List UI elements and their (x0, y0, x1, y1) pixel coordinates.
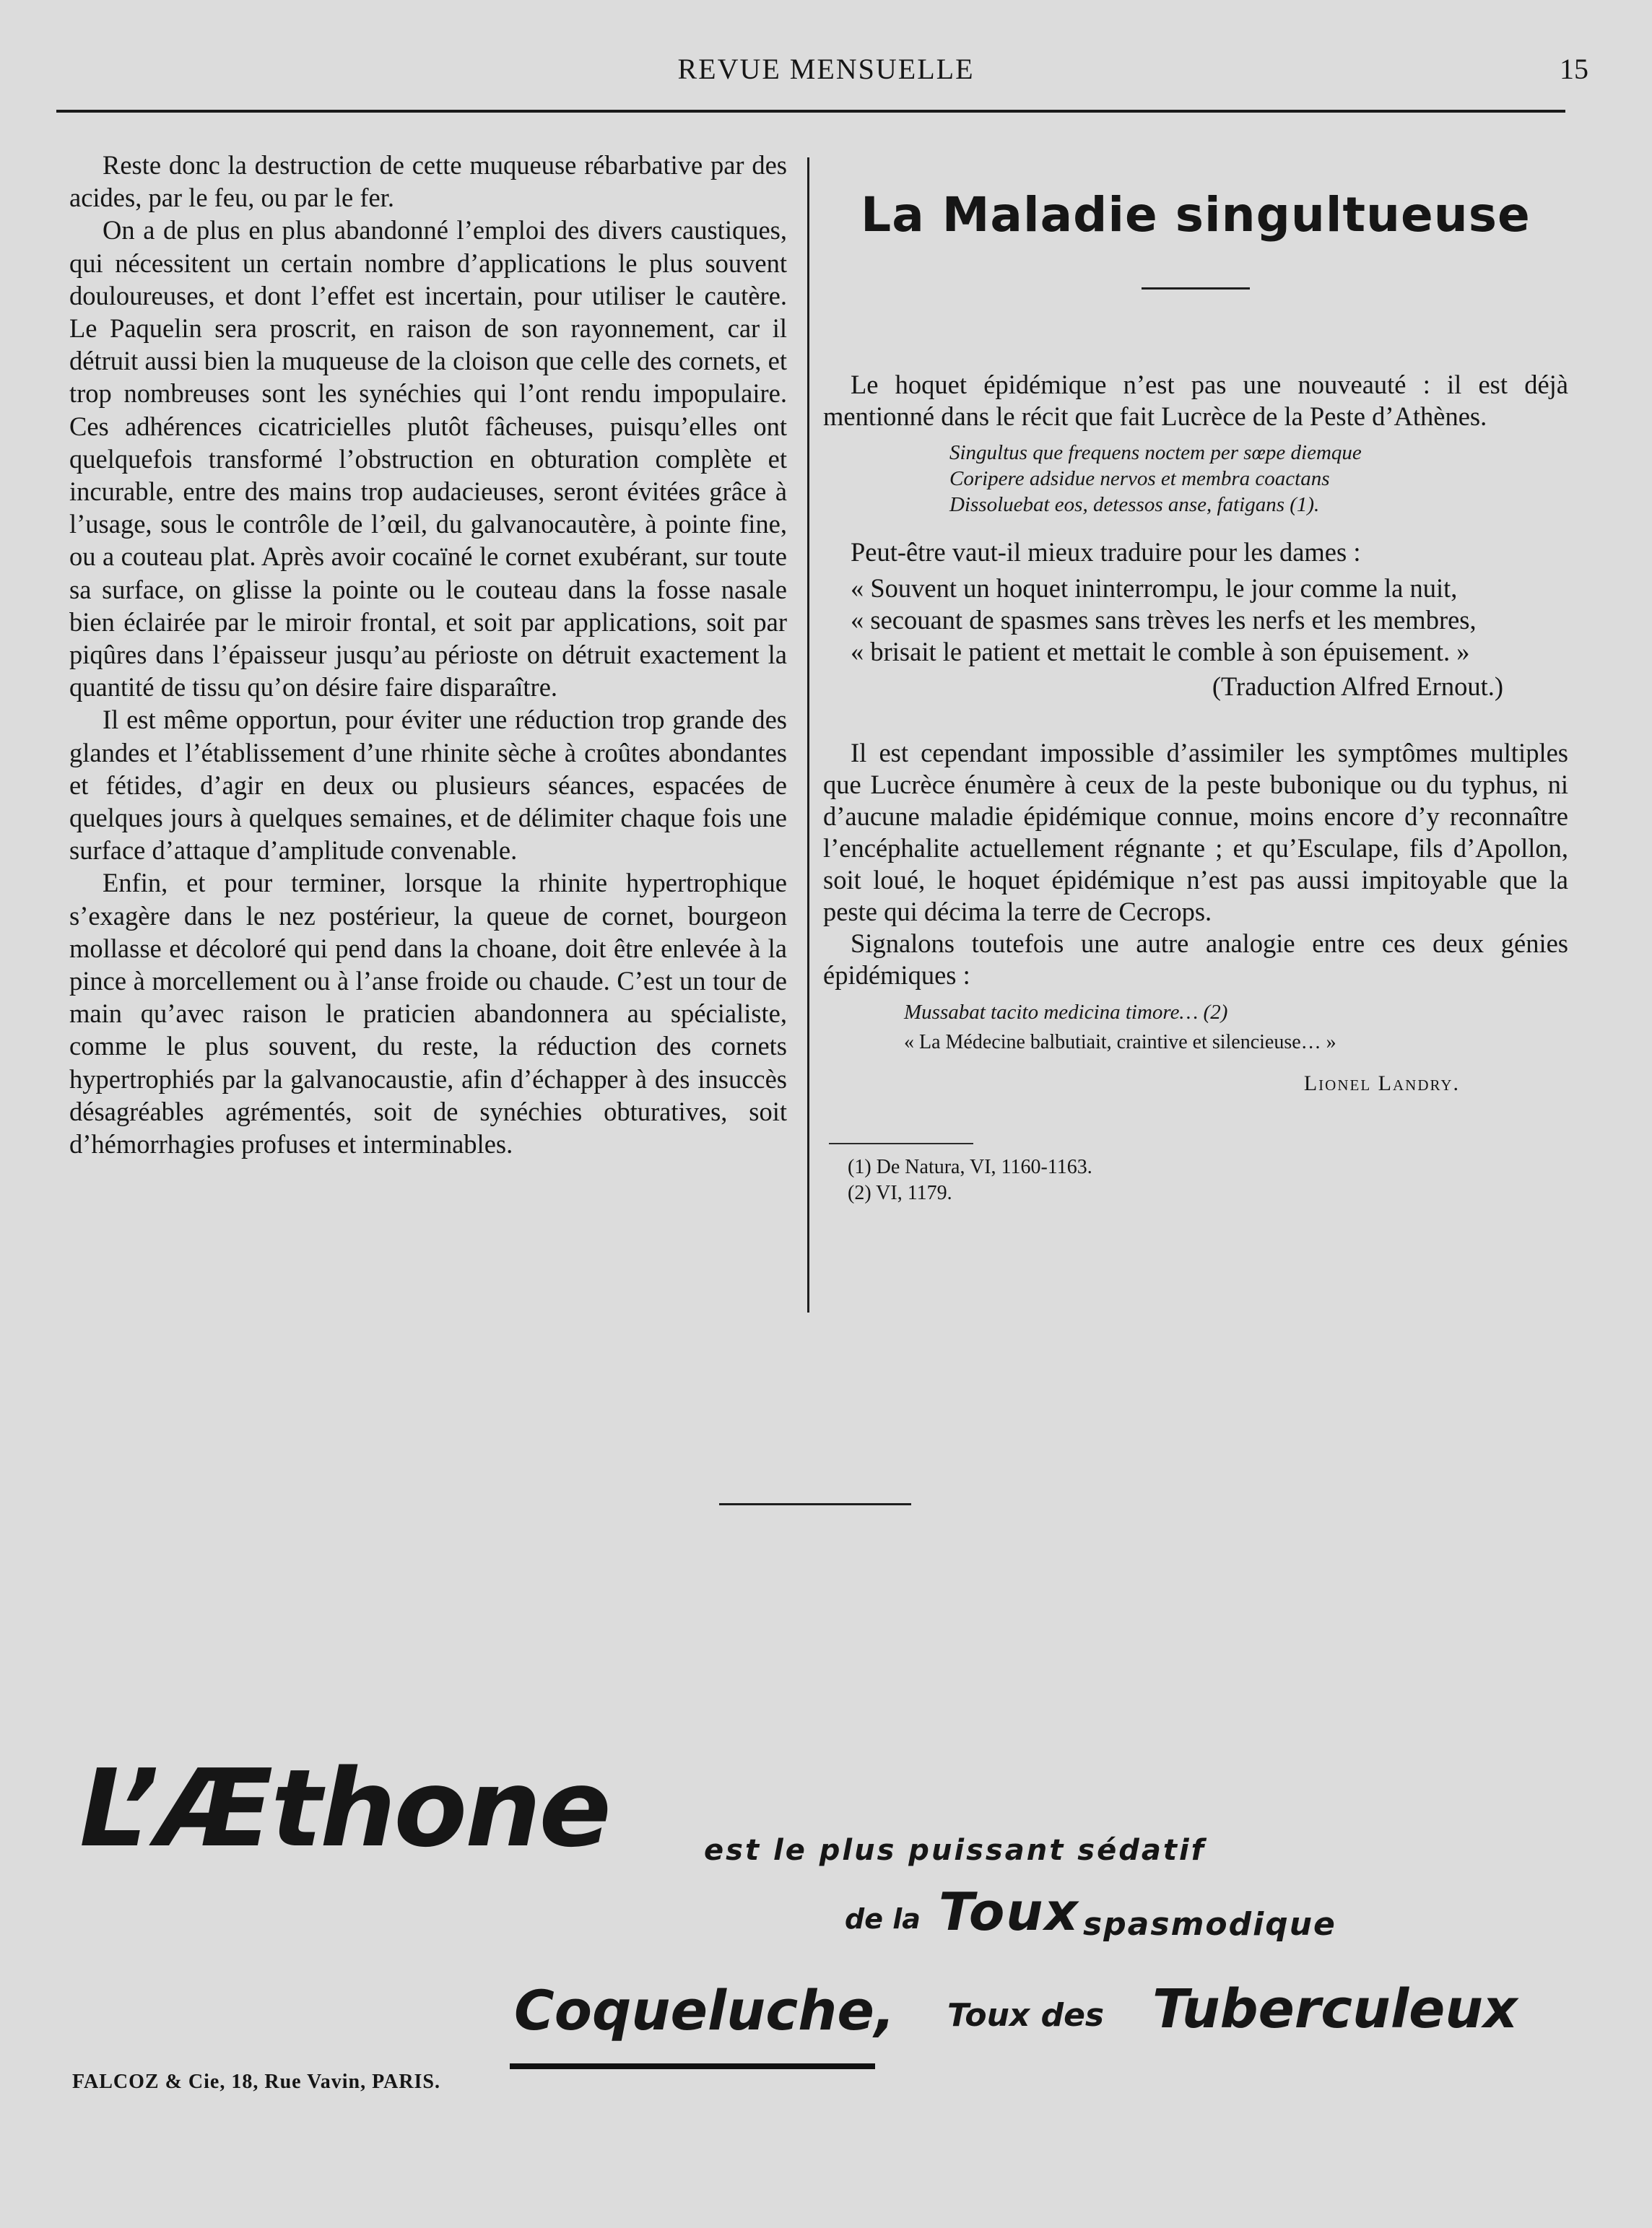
latin-verse-line: Coripere adsidue nervos et membra coactans (949, 467, 1330, 490)
running-title: REVUE MENSUELLE (677, 53, 975, 85)
translation-line: « Souvent un hoquet ininterrompu, le jour comme la nuit, (851, 573, 1458, 603)
right-column (823, 186, 1568, 1206)
intro-paragraph: Le hoquet épidémique n’est pas une nouveauté : il est déjà mentionné dans le récit que fait Lucrèce de la Peste d’Athènes. (823, 370, 1568, 431)
translate-intro: Peut-être vaut-il mieux traduire pour les dames : (851, 537, 1361, 567)
footnote: (2) VI, 1179. (848, 1182, 952, 1204)
section-rule (719, 1503, 911, 1505)
title-rule (1142, 287, 1250, 290)
body-paragraph-2: Signalons toutefois une autre analogie entre ces deux génies épidémiques : (823, 928, 1568, 990)
left-paragraph-4: Enfin, et pour terminer, lorsque la rhinite hypertrophique s’exagère dans le nez postérieur, la queue de cornet, bourgeon mollasse et décoloré qui pend dans la choane, doit être enlevée à la pince à morcellement ou à l’anse froide ou chaude. C’est un tour de main qu’avec raison le praticien abandonnera au spécialiste, comme le plus souvent, du reste, la réduction des cornets hypertrophiés par la galvanocaustie, afin d’échapper à des insuccès désagréables agrémentés, soit de synéchies obturatives, soit d’hémorrhagies profuses et interminables. (69, 868, 787, 1159)
left-paragraph-2: On a de plus en plus abandonné l’emploi des divers caustiques, qui nécessitent un certain nombre d’applications le plus souvent douloureuses, et dont l’effet est incertain, pour utiliser le cautère. Le Paquelin sera proscrit, en raison de son rayonnement, car il détruit aussi bien la muqueuse de la cloison que celle des cornets, et trop nombreuses sont les synéchies qui l’ont rendu impopulaire. Ces adhérences cicatricielles plutôt fâcheuses, puisqu’elles ont quelquefois transformé l’obstruction en obturation complète et incurable, entre des mains trop audacieuses, seront évitées grâce à l’usage, sous le contrôle de l’œil, du galvanocautère, à pointe fine, ou a couteau plat. Après avoir cocaïné le cornet exubérant, sur toute sa surface, on glisse la pointe ou le couteau dans la fosse nasale bien éclairée par le miroir frontal, et soit par applications, soit par piqûres dans l’épaisseur jusqu’au périoste on détruit exactement la quantité de tissu qu’on désire faire disparaître. (69, 215, 787, 702)
latin-line: Mussabat tacito medicina timore… (2) (904, 1001, 1228, 1024)
article-title: La Maladie singultueuse (861, 187, 1531, 243)
header-rule (56, 110, 1565, 113)
page-number: 15 (1560, 53, 1588, 85)
left-paragraph-3: Il est même opportun, pour éviter une réduction trop grande des glandes et l’établissement d’une rhinite sèche à croûtes abondantes et fétides, d’agir en deux ou plusieurs séances, espacées de quelques jours à quelques semaines, et de délimiter chaque fois une surface d’attaque d’amplitude convenable. (69, 705, 787, 866)
translator-credit: (Traduction Alfred Ernout.) (1212, 671, 1503, 701)
ad-line-3-b: Toux des (947, 1997, 1105, 2034)
ad-address: FALCOZ & Cie, 18, Rue Vavin, PARIS. (72, 2071, 441, 2093)
latin-verse-line: Singultus que frequens noctem per sœpe diemque (949, 441, 1362, 464)
latin-verse-line: Dissoluebat eos, detessos anse, fatigans (1). (949, 493, 1320, 516)
ad-line-2-pre: de la (845, 1903, 921, 1935)
translation-line: « secouant de spasmes sans trèves les nerfs et les membres, (851, 605, 1477, 635)
french-line: « La Médecine balbutiait, craintive et silencieuse… » (904, 1031, 1336, 1053)
latin-verse (949, 440, 1568, 518)
body-paragraph: Il est cependant impossible d’assimiler les symptômes multiples que Lucrèce énumère à ceux de la peste bubonique ou du typhus, ni d’aucune maladie épidémique connue, moins encore d’y reconnaître l’encéphalite actuellement régnante ; et qu’Esculape, fils d’Apollon, soit loué, le hoquet épidémique n’est pas aussi impitoyable que la peste qui décima la terre de Cecrops. (823, 738, 1568, 926)
footnote-rule (829, 1143, 973, 1144)
ad-line-3-c: Tuberculeux (1152, 1978, 1518, 2040)
left-paragraph-1: Reste donc la destruction de cette muqueuse rébarbative par des acides, par le feu, ou par le fer. (69, 150, 787, 213)
ad-brand: L’Æthone (79, 1746, 609, 1871)
ad-underline (510, 2063, 875, 2069)
translation-line: « brisait le patient et mettait le comble à son épuisement. » (851, 637, 1470, 666)
ad-line-2-big: Toux (939, 1881, 1079, 1942)
column-divider (807, 157, 809, 1313)
ad-line-2-post: spasmodique (1083, 1906, 1336, 1943)
ad-line-3-a: Coqueluche, (514, 1978, 895, 2042)
author-signature: Lionel Landry. (1303, 1071, 1460, 1095)
footnote: (1) De Natura, VI, 1160-1163. (848, 1156, 1092, 1178)
left-column (69, 149, 787, 1160)
ad-line-1: est le plus puissant sédatif (704, 1834, 1207, 1867)
translation-quote (823, 573, 1568, 668)
